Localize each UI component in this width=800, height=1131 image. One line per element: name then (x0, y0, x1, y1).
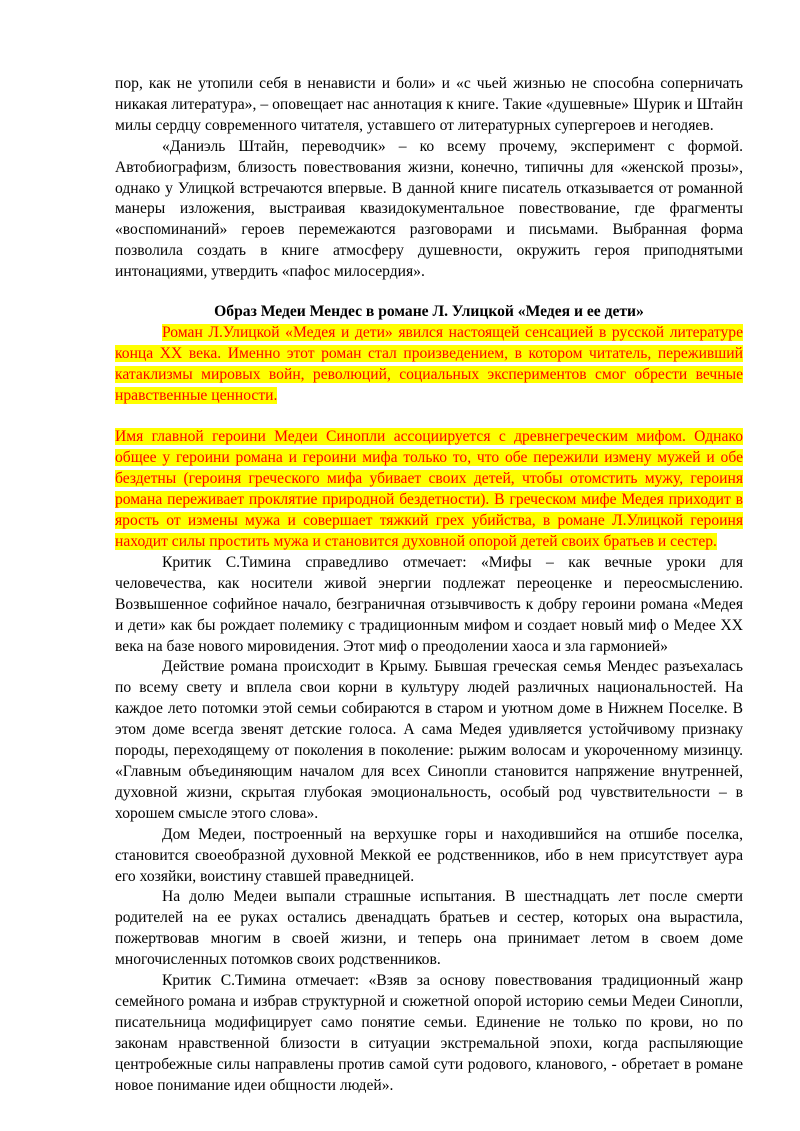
highlighted-paragraph (115, 323, 743, 407)
blank-line (115, 407, 743, 428)
paragraph: Критик С.Тимина справедливо отмечает: «Мифы – как вечные уроки для человечества, как носители живой энергии подлежат переоценке и переосмыслению. Возвышенное софийное начало, безграничная отзывчивость к добру героини романа «Медея и дети» как бы рождает полемику с традиционным мифом и создает новый миф о Медее XX века на базе нового мировидения. Этот миф о преодолении хаоса и зла гармонией» (115, 553, 743, 655)
document-page (115, 74, 743, 1096)
highlighted-text: Роман Л.Улицкой «Медея и дети» явился настоящей сенсацией в русской литературе конца XX века. Именно этот роман стал произведением, в котором читатель, переживший катаклизмы мировых войн, революций, социальных экспериментов смог обрести вечные нравственные ценности. (115, 323, 743, 404)
highlighted-paragraph (115, 427, 743, 552)
paragraph: Действие романа происходит в Крыму. Бывшая греческая семья Мендес разъехалась по всему свету и вплела свои корни в культуру людей различных национальностей. На каждое лето потомки этой семьи собираются в старом и уютном доме в Нижнем Поселке. В этом доме всегда звенят детские голоса. А сама Медея удивляется устойчивому признаку породы, переходящему от поколения в поколение: рыжим волосам и укороченному мизинцу. «Главным объединяющим началом для всех Синопли становится напряжение внутренней, духовной жизни, скрытая глубокая эмоциональность, особый род чувствительности – в хорошем смысле этого слова». (115, 658, 743, 822)
paragraph: На долю Медеи выпали страшные испытания. В шестнадцать лет после смерти родителей на ее руках остались двенадцать братьев и сестер, которых она вырастила, пожертвовав многим в своей жизни, и теперь она принимает летом в своем доме многочисленных потомков своих родственников. (115, 888, 743, 969)
paragraph: «Даниэль Штайн, переводчик» – ко всему прочему, эксперимент с формой. Автобиографизм, близость повествования жизни, конечно, типичны для «женской прозы», однако у Улицкой встречаются впервые. В данной книге писатель отказывается от романной манеры изложения, выстраивая квазидокументальное повествование, где фрагменты «воспоминаний» героев перемежаются разговорами и письмами. Выбранная форма позволила создать в книге атмосферу душевности, окружить героя приподнятыми интонациями, утвердить «пафос милосердия». (115, 137, 743, 281)
paragraph: пор, как не утопили себя в ненависти и боли» и «с чьей жизнью не способна соперничать никакая литература», – оповещает нас аннотация к книге. Такие «душевные» Шурик и Штайн милы сердцу современного читателя, уставшего от литературных супергероев и негодяев. (115, 75, 743, 134)
section-heading: Образ Медеи Мендес в романе Л. Улицкой «Медея и ее дети» (214, 303, 644, 321)
paragraph: Дом Медеи, построенный на верхушке горы и находившийся на отшибе поселка, становится своеобразной духовной Меккой ее родственников, ибо в нем присутствует аура его хозяйки, воистину ставшей праведницей. (115, 825, 743, 885)
paragraph: Критик С.Тимина отмечает: «Взяв за основу повествования традиционный жанр семейного романа и избрав структурной и сюжетной опорой историю семьи Медеи Синопли, писательница модифицирует само понятие семьи. Единение не только по крови, но по законам нравственной близости в ситуации экстремальной эпохи, когда распыляющие центробежные силы направлены против самой сути родового, кланового, - обретает в романе новое понимание идеи общности людей». (115, 972, 743, 1094)
highlighted-text: Имя главной героини Медеи Синопли ассоциируется с древнегреческим мифом. Однако общее у героини романа и героини мифа только то, что обе пережили измену мужей и обе бездетны (героиня греческого мифа убивает своих детей, чтобы отомстить мужу, героиня романа переживает проклятие природной бездетности). В греческом мифе Медея приходит в ярость от измены мужа и совершает тяжкий грех убийства, в романе Л.Улицкой героиня находит силы простить мужа и становится духовной опорой детей своих братьев и сестер. (115, 428, 743, 551)
